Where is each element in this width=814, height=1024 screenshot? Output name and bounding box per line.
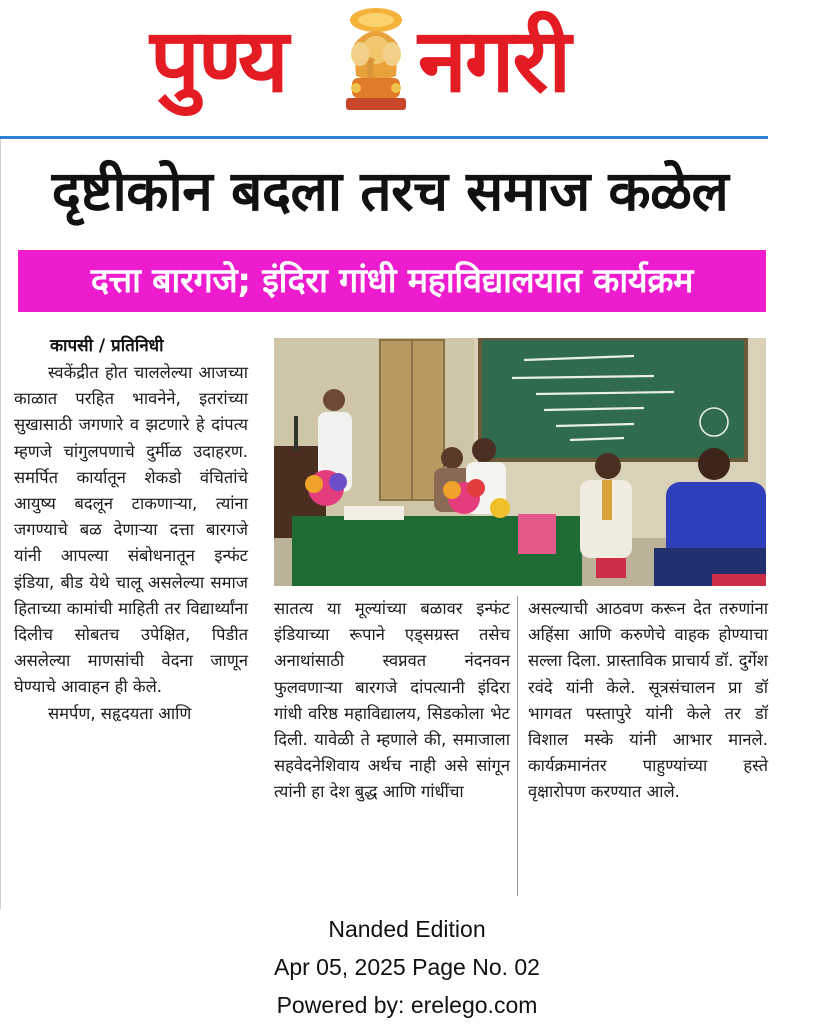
article-column-2 [274,596,510,896]
masthead-name-right: नगरी [418,9,570,112]
column-3-text: असल्याची आठवण करून देत तरुणांना अहिंसा आणि करुणेचे वाहक होण्याचा सल्ला दिला. प्रास्ताविक प्राचार्य डॉ. दुर्गेश रवंदे यांनी केले. सूत्रसंचालन प्रा डॉ भागवत पस्तापुरे यांनी केले तर डॉ विशाल मस्के यांनी आभार मानले. कार्यक्रमानंतर पाहुण्यांच्या हस्ते वृक्षारोपण करण्यात आले. [528,599,768,802]
paragraph-2-start: समर्पण, सहृदयता आणि [48,703,192,723]
masthead-name-left: पुण्य [150,9,287,112]
article-byline: कापसी / प्रतिनिधी [50,336,164,356]
article-headline: दृष्टीकोन बदला तरच समाज कळेल [51,159,729,223]
event-photo [274,338,766,586]
powered-by: Powered by: erelego.com [276,992,538,1018]
edition-date-page: Apr 05, 2025 Page No. 02 [274,954,540,980]
article-column-1 [14,334,248,918]
masthead [0,0,814,136]
header-divider [0,136,768,139]
article-subheadline: दत्ता बारगजे; इंदिरा गांधी महाविद्यालयात कार्यक्रम [18,250,766,312]
event-photo-illustration [274,338,766,586]
ganesha-logo-icon [336,4,416,116]
edition-name: Nanded Edition [328,916,486,942]
edition-footer [0,910,814,1024]
column-divider [517,596,518,896]
paragraph-1: स्वकेंद्रीत होत चाललेल्या आजच्या काळात परहित भावनेने, इतरांच्या सुखासाठी जगणारे व झटणारे हे दांपत्य म्हणजे चांगुलपणाचे दुर्मीळ उदाहरण. समर्पित कार्यातून शेकडो वंचितांचे आयुष्य बदलून टाकणाऱ्या, त्यांना जगण्याचे बळ देणाऱ्या दत्ता बारगजे यांनी आपल्या संबोधनातून इन्फंट इंडिया, बीड येथे चालू असलेल्या समाज हिताच्या कामांची माहिती तर विद्यार्थ्यांना दिलीच सोबतच उपेक्षित, पिडीत असलेल्या माणसांची वेदना जाणून घेण्याचे आवाहन ही केले. [14,363,248,697]
column-2-text: सातत्य या मूल्यांच्या बळावर इन्फंट इंडियाच्या रूपाने एड्सग्रस्त तसेच अनाथांसाठी स्वप्नवत नंदनवन फुलवणाऱ्या बारगजे दांपत्यानी इंदिरा गांधी वरिष्ठ महाविद्यालय, सिडकोला भेट दिली. यावेळी ते म्हणाले की, समाजाला सहवेदनेशिवाय अर्थच नाही असे सांगून त्यांनी हा देश बुद्ध आणि गांधींचा [274,599,510,802]
left-margin-rule [0,139,1,909]
article-column-3 [528,596,768,896]
